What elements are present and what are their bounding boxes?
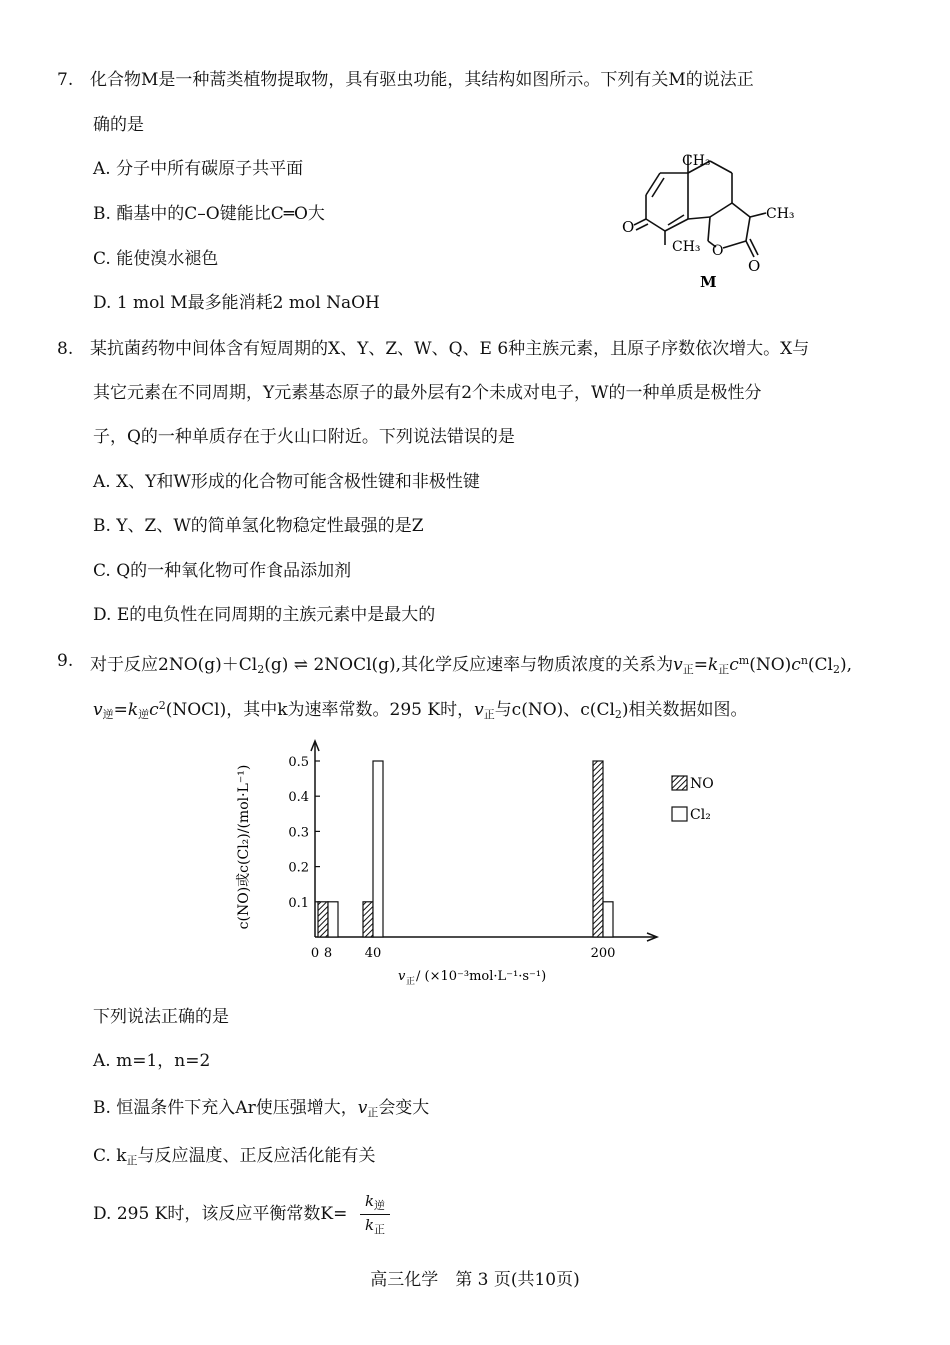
x-tick-label: 8 [323,946,333,961]
svg-text:v: v [398,969,406,984]
bar-no-8 [318,902,328,937]
chart-x-axis-label [398,969,546,987]
x-tick-label: 0 [310,946,320,961]
chart-legend [672,776,714,823]
q7-stem-line1: 化合物M是一种蒿类植物提取物，具有驱虫功能，其结构如图所示。下列有关M的说法正 [90,70,754,90]
q8-stem-line2: 其它元素在不同周期，Y元素基态原子的最外层有2个未成对电子，W的一种单质是极性分 [93,383,762,403]
q9-stem-line2: $v_逆=k_逆c^2(NOCl)$，其中k为速率常数。295 K时，$v_正$与c(NO)、$c(Cl_2)$相关数据如图。 [93,699,748,721]
q9-option-b: B. 恒温条件下充入Ar使压强增大，$v_正$会变大 [93,1098,430,1119]
q9-option-a: A. m=1，n=2 [93,1051,211,1071]
bar-cl2-200 [603,902,613,937]
m-o-ketone: O [622,218,635,236]
q9-option-c: C. $k_正$与反应温度、正反应活化能有关 [93,1146,376,1167]
legend-swatch-cl2 [672,807,687,821]
bar-cl2-40 [373,761,383,937]
q7-option-d: D. 1 mol M最多能消耗2 mol NaOH [93,293,380,313]
svg-text:正: 正 [406,977,416,987]
y-tick-label: 0.1 [288,895,309,911]
q9-number: 9. [57,651,74,671]
q8-stem-line3: 子，Q的一种单质存在于火山口附近。下列说法错误的是 [93,427,515,447]
m-label: M [700,273,717,291]
q8-option-d: D. E的电负性在同周期的主族元素中是最大的 [93,605,436,625]
legend-swatch-no [672,776,687,790]
q7-option-c: C. 能使溴水褪色 [93,249,219,269]
q8-number: 8. [57,339,74,359]
page-footer: 高三化学 第 3 页(共10页) [370,1270,580,1290]
y-tick-label: 0.2 [288,860,309,876]
bar-no-200 [593,761,603,937]
bar-no-40 [363,902,373,937]
q8-option-c: C. Q的一种氧化物可作食品添加剂 [93,561,352,581]
m-ch3-top: CH₃ [682,153,711,169]
q9-prompt: 下列说法正确的是 [93,1007,229,1027]
q9-option-d-fraction: $k_逆$ $k_正$ [360,1192,390,1237]
q7-stem-line2: 确的是 [93,115,144,135]
q8-option-b: B. Y、Z、W的简单氢化物稳定性最强的是Z [93,516,424,536]
q7-option-a: A. 分子中所有碳原子共平面 [93,159,304,179]
chart-y-axis-label: c(NO)或c(Cl₂)/(mol·L⁻¹) [236,764,252,930]
q7-number: 7. [57,70,74,90]
m-o-carbonyl: O [748,257,761,275]
q7-option-b: B. 酯基中的C–O键能比C═O大 [93,204,325,224]
bar-cl2-8 [328,902,338,937]
m-o-ring: O [712,243,724,259]
y-tick-label: 0.3 [288,825,309,841]
svg-text:/ (×10⁻³mol·L⁻¹·s⁻¹): / (×10⁻³mol·L⁻¹·s⁻¹) [416,969,547,984]
molecule-m-structure [620,145,810,295]
m-ch3-bottom: CH₃ [672,239,701,255]
q8-stem-line1: 某抗菌药物中间体含有短周期的X、Y、Z、W、Q、E 6种主族元素，且原子序数依次增大。X与 [90,339,810,359]
y-tick-label: 0.5 [288,755,309,770]
rate-concentration-chart [210,735,730,995]
legend-label-no: NO [690,776,714,792]
q9-option-d: D. 295 K时，该反应平衡常数K= [93,1204,348,1224]
q8-option-a: A. X、Y和W形成的化合物可能含极性键和非极性键 [93,472,480,492]
y-tick-label: 0.4 [288,790,309,806]
x-tick-label: 200 [590,946,616,961]
q9-stem-line1: 对于反应$2NO(g)+Cl_2(g)$ ⇌ 2NOCl(g),其化学反应速率与物质浓度的关系为$v_正=k_正c^m(NO)c^n(Cl_2)$, [90,654,853,676]
m-ch3-right: CH₃ [766,206,795,222]
legend-label-cl2: Cl₂ [690,807,711,823]
x-tick-label: 40 [364,946,382,961]
